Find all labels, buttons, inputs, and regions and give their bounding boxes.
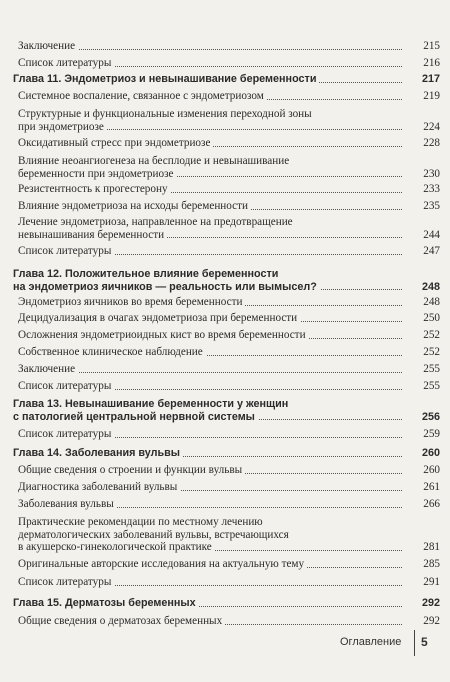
toc-entry-page: 252	[402, 346, 440, 359]
toc-section-entry	[18, 428, 440, 441]
toc-entry-page: 219	[402, 90, 440, 103]
toc-entry-title: Список литературы	[18, 245, 114, 257]
toc-entry-title: Заключение	[18, 40, 78, 52]
toc-entry-title: Глава 13. Невынашивание беременности у женщин	[13, 398, 291, 410]
toc-entry-page: 217	[402, 73, 440, 86]
toc-entry-title: Собственное клиническое наблюдение	[18, 346, 206, 358]
toc-entry-title: Список литературы	[18, 576, 114, 588]
toc-section-entry	[18, 516, 440, 554]
toc-entry-page: 255	[402, 363, 440, 376]
toc-entry-title: в акушерско-гинекологической практике	[18, 541, 215, 553]
toc-entry-title: Практические рекомендации по местному лечению	[18, 516, 266, 528]
toc-entry-page: 252	[402, 329, 440, 342]
toc-entry-page: 248	[402, 281, 440, 294]
toc-entry-page: 235	[402, 200, 440, 213]
toc-section-entry	[18, 481, 440, 494]
running-footer-section: Оглавление	[340, 636, 402, 648]
toc-entry-title: Влияние неоангиогенеза на бесплодие и невынашивание	[18, 155, 292, 167]
toc-section-entry	[18, 498, 440, 511]
toc-entry-page: 224	[402, 121, 440, 134]
toc-entry-title: Осложнения эндометриоидных кист во время беременности	[18, 329, 309, 341]
toc-section-entry	[18, 615, 440, 628]
toc-entry-title: Резистентность к прогестерону	[18, 183, 171, 195]
toc-entry-page: 292	[402, 597, 440, 610]
toc-entry-title: на эндометриоз яичников — реальность или вымысел?	[13, 281, 320, 293]
toc-entry-title: Оксидативный стресс при эндометриозе	[18, 137, 213, 149]
toc-entry-page: 215	[402, 40, 440, 53]
toc-entry-title: Оригинальные авторские исследования на актуальную тему	[18, 558, 307, 570]
toc-section-entry	[18, 296, 440, 309]
toc-entry-title: Глава 12. Положительное влияние беременности	[13, 268, 281, 280]
toc-entry-title: Глава 14. Заболевания вульвы	[13, 447, 183, 459]
toc-entry-title: Лечение эндометриоза, направленное на предотвращение	[18, 216, 296, 228]
toc-section-entry	[18, 216, 440, 241]
toc-entry-title: дерматологических заболеваний вульвы, встречающихся	[18, 529, 292, 541]
toc-entry-title: Влияние эндометриоза на исходы беременности	[18, 200, 251, 212]
toc-section-entry	[18, 464, 440, 477]
toc-entry-page: 261	[402, 481, 440, 494]
toc-section-entry	[18, 40, 440, 53]
toc-entry-page: 292	[402, 615, 440, 628]
toc-section-entry	[18, 137, 440, 150]
toc-entry-page: 216	[402, 57, 440, 70]
toc-entry-title: Заключение	[18, 363, 78, 375]
toc-entry-title: Общие сведения о дерматозах беременных	[18, 615, 225, 627]
toc-section-entry	[18, 380, 440, 393]
toc-section-entry	[18, 57, 440, 70]
toc-entry-page: 247	[402, 245, 440, 258]
toc-section-entry	[18, 183, 440, 196]
toc-entry-title: Список литературы	[18, 57, 114, 69]
toc-entry-title: с патологией центральной нервной системы	[13, 411, 258, 423]
toc-entry-title: Системное воспаление, связанное с эндометриозом	[18, 90, 267, 102]
toc-section-entry	[18, 558, 440, 571]
toc-entry-page: 266	[402, 498, 440, 511]
toc-section-entry	[18, 576, 440, 589]
page-number: 5	[421, 635, 428, 649]
toc-entry-title: невынашивания беременности	[18, 229, 167, 241]
footer-divider	[414, 630, 415, 656]
toc-entry-page: 248	[402, 296, 440, 309]
toc-entry-title: Заболевания вульвы	[18, 498, 117, 510]
toc-entry-page: 228	[402, 137, 440, 150]
toc-chapter-entry	[13, 268, 440, 293]
toc-chapter-entry	[13, 73, 440, 86]
toc-entry-title: Структурные и функциональные изменения переходной зоны	[18, 108, 315, 120]
toc-entry-page: 260	[402, 464, 440, 477]
toc-entry-title: Список литературы	[18, 428, 114, 440]
toc-section-entry	[18, 312, 440, 325]
toc-entry-page: 230	[402, 168, 440, 181]
toc-entry-title: беременности при эндометриозе	[18, 168, 176, 180]
toc-chapter-entry	[13, 597, 440, 610]
toc-entry-page: 255	[402, 380, 440, 393]
toc-entry-page: 250	[402, 312, 440, 325]
toc-section-entry	[18, 329, 440, 342]
toc-entry-page: 256	[402, 411, 440, 424]
toc-entry-page: 260	[402, 447, 440, 460]
toc-entry-page: 291	[402, 576, 440, 589]
toc-chapter-entry	[13, 447, 440, 460]
toc-entry-page: 244	[402, 229, 440, 242]
toc-entry-title: Список литературы	[18, 380, 114, 392]
toc-section-entry	[18, 245, 440, 258]
toc-section-entry	[18, 363, 440, 376]
toc-entry-title: Диагностика заболеваний вульвы	[18, 481, 180, 493]
toc-entry-page: 285	[402, 558, 440, 571]
toc-entry-title: Децидуализация в очагах эндометриоза при беременности	[18, 312, 300, 324]
toc-entry-title: Глава 15. Дерматозы беременных	[13, 597, 199, 609]
toc-entry-title: Глава 11. Эндометриоз и невынашивание беременности	[13, 73, 319, 85]
toc-section-entry	[18, 346, 440, 359]
toc-entry-title: Общие сведения о строении и функции вульвы	[18, 464, 245, 476]
toc-entry-title: Эндометриоз яичников во время беременности	[18, 296, 245, 308]
toc-entry-title: при эндометриозе	[18, 121, 107, 133]
toc-chapter-entry	[13, 398, 440, 423]
toc-entry-page: 259	[402, 428, 440, 441]
toc-section-entry	[18, 90, 440, 103]
toc-entry-page: 281	[402, 541, 440, 554]
toc-entry-page: 233	[402, 183, 440, 196]
toc-section-entry	[18, 200, 440, 213]
toc-section-entry	[18, 108, 440, 133]
toc-section-entry	[18, 155, 440, 180]
